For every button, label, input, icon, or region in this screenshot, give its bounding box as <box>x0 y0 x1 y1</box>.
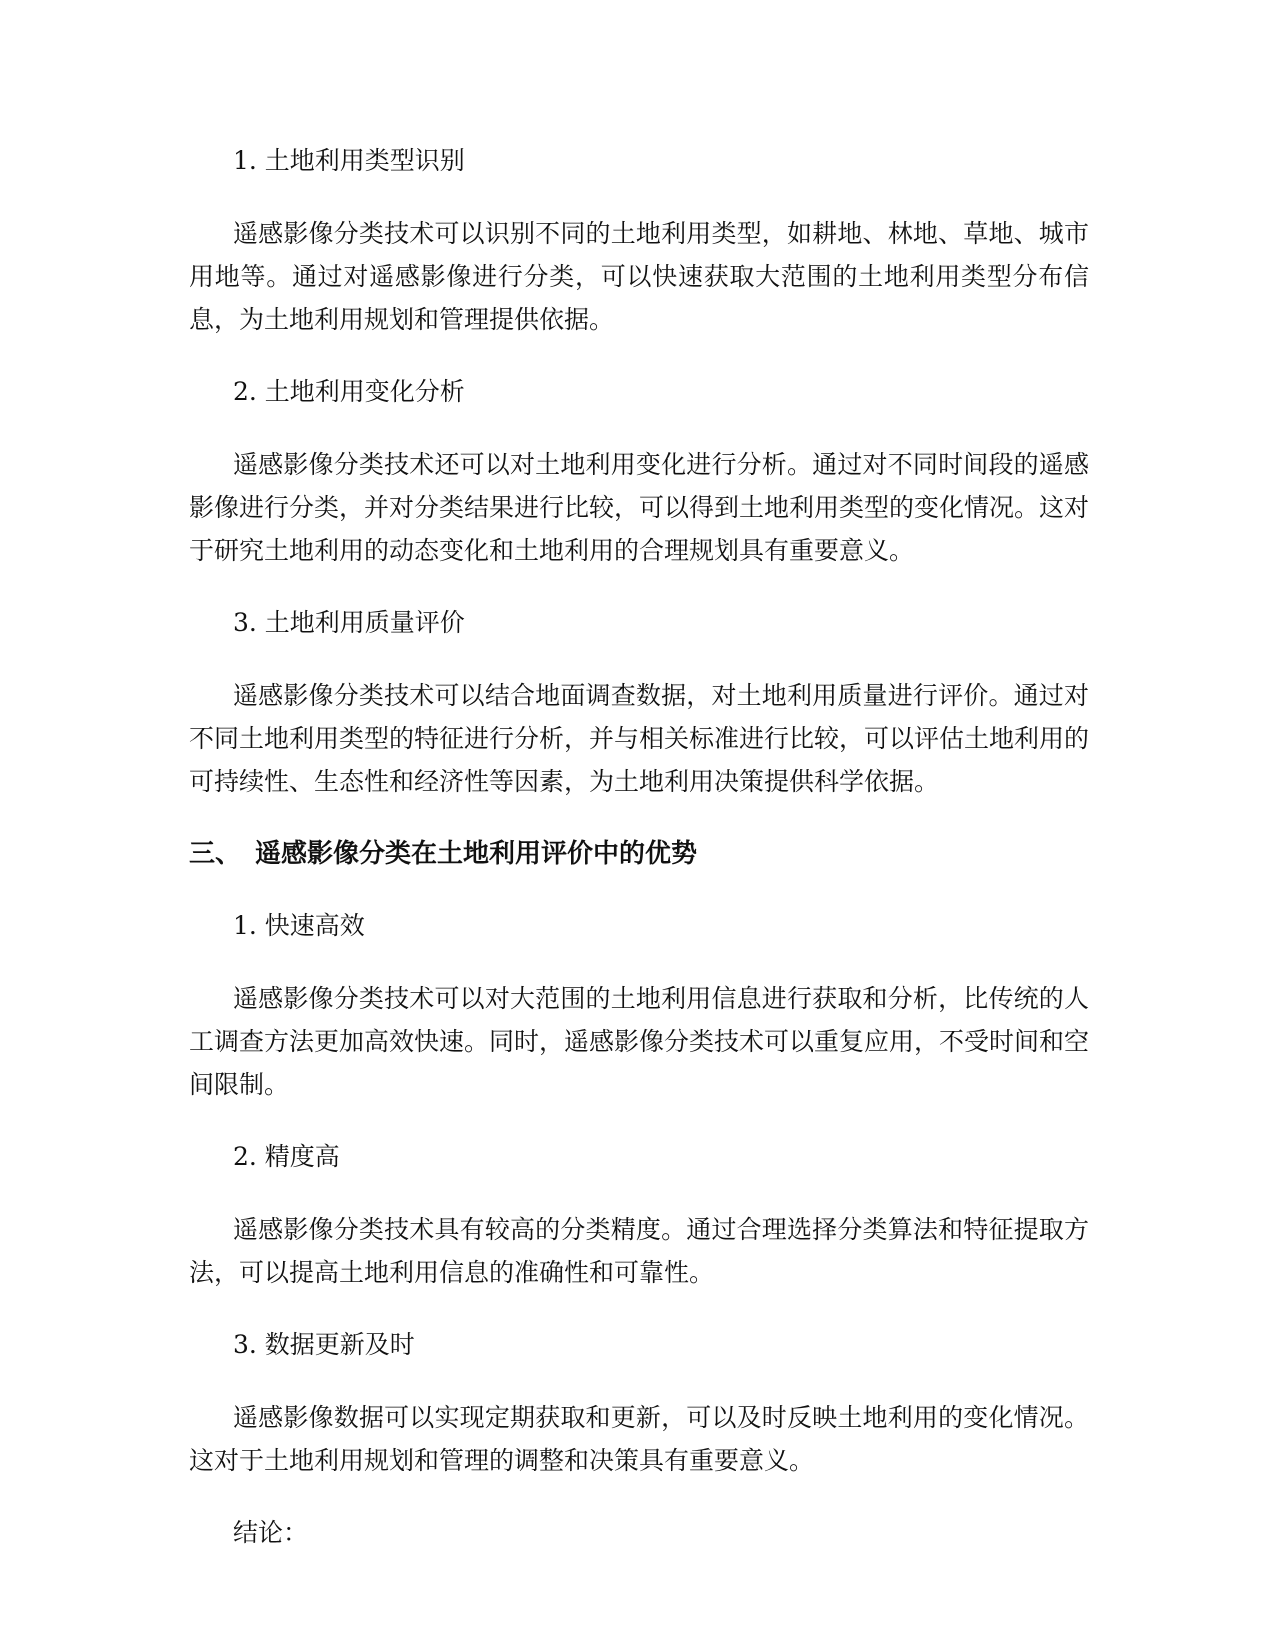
paragraph-land-use-quality: 遥感影像分类技术可以结合地面调查数据，对土地利用质量进行评价。通过对不同土地利用类型的特征进行分析，并与相关标准进行比较，可以评估土地利用的可持续性、生态性和经济性等因素，为土地利用决策提供科学依据。 <box>189 681 1090 796</box>
section-number: 三、 <box>189 839 242 869</box>
section-title: 遥感影像分类在土地利用评价中的优势 <box>255 839 698 869</box>
paragraph-fast-efficient: 遥感影像分类技术可以对大范围的土地利用信息进行获取和分析，比传统的人工调查方法更加高效快速。同时，遥感影像分类技术可以重复应用，不受时间和空间限制。 <box>189 984 1090 1099</box>
paragraph-timely-update: 遥感影像数据可以实现定期获取和更新，可以及时反映土地利用的变化情况。这对于土地利用规划和管理的调整和决策具有重要意义。 <box>189 1403 1089 1475</box>
paragraph-land-use-change: 遥感影像分类技术还可以对土地利用变化进行分析。通过对不同时间段的遥感影像进行分类，并对分类结果进行比较，可以得到土地利用类型的变化情况。这对于研究土地利用的动态变化和土地利用的合理规划具有重要意义。 <box>189 450 1090 565</box>
paragraph-land-use-type: 遥感影像分类技术可以识别不同的土地利用类型，如耕地、林地、草地、城市用地等。通过对遥感影像进行分类，可以快速获取大范围的土地利用类型分布信息，为土地利用规划和管理提供依据。 <box>189 219 1089 334</box>
subheading-land-use-change: 2. 土地利用变化分析 <box>233 377 465 406</box>
subheading-land-use-quality: 3. 土地利用质量评价 <box>233 608 465 637</box>
section-heading-advantages <box>189 833 1089 875</box>
subheading-land-use-type: 1. 土地利用类型识别 <box>233 146 465 175</box>
document-body <box>189 140 1089 1584</box>
subheading-high-accuracy: 2. 精度高 <box>233 1142 340 1171</box>
subheading-fast-efficient: 1. 快速高效 <box>233 911 365 940</box>
subheading-timely-update: 3. 数据更新及时 <box>233 1330 415 1359</box>
paragraph-high-accuracy: 遥感影像分类技术具有较高的分类精度。通过合理选择分类算法和特征提取方法，可以提高土地利用信息的准确性和可靠性。 <box>189 1215 1089 1287</box>
subheading-conclusion: 结论： <box>233 1518 309 1547</box>
